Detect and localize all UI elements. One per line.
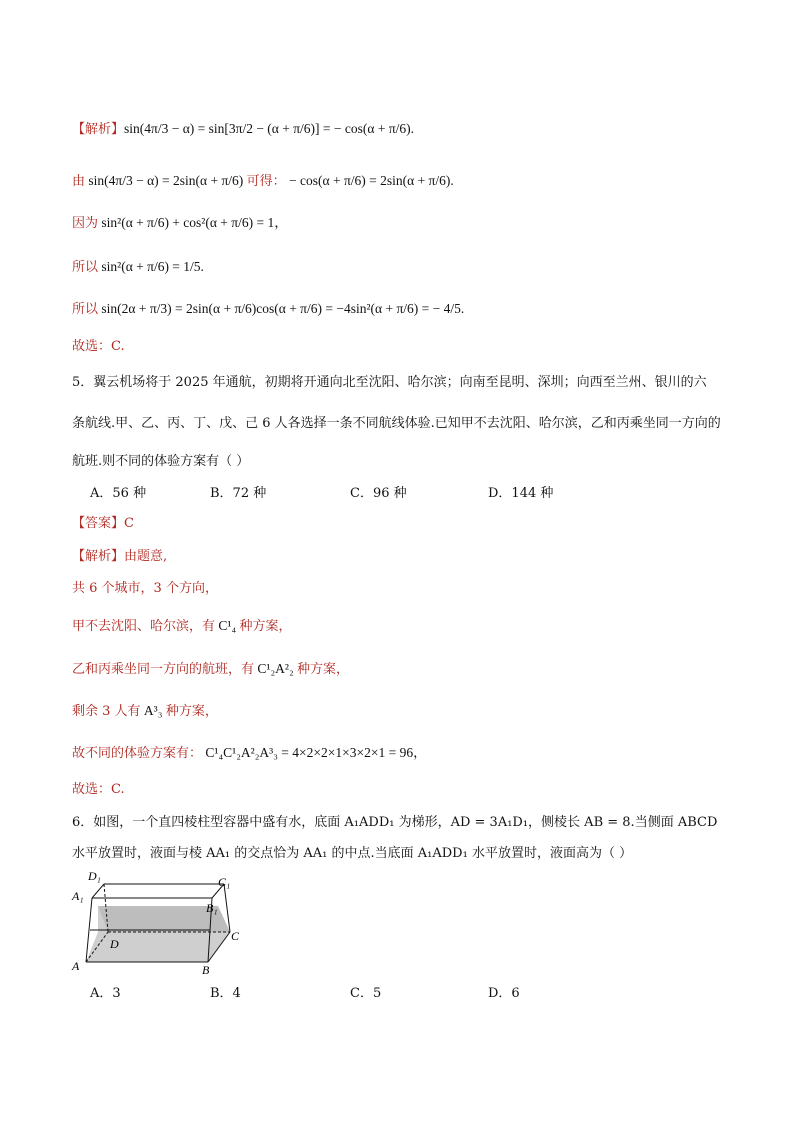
solution-line-3	[72, 212, 288, 235]
label-b1: B₁	[206, 901, 218, 915]
math-expression: C¹₄C¹₂A²₂A³₃ = 4×2×2×1×3×2×1 = 96，	[202, 745, 427, 760]
math-expression: − cos(α + π/6) = 2sin(α + π/6).	[285, 173, 454, 188]
math-expression: sin(4π/3 − α) = 2sin(α + π/6)	[85, 173, 247, 188]
solution-line-4	[72, 256, 204, 279]
label-b: B	[202, 963, 210, 977]
text-segment: 由	[72, 174, 86, 189]
label-a1: A₁	[72, 889, 84, 903]
q5-stem-line-1: 5．翼云机场将于 2025 年通航，初期将开通向北至沈阳、哈尔滨；向南至昆明、深圳；向西至兰州、银川的六	[72, 375, 707, 390]
text-segment: 甲不去沈阳、哈尔滨，有	[72, 619, 216, 634]
math-expression: sin(2α + π/3) = 2sin(α + π/6)cos(α + π/6) = −4sin²(α + π/6) = − 4/5.	[98, 301, 465, 316]
q5-answer	[72, 513, 134, 535]
text-segment: 因为	[72, 216, 99, 231]
q5-option-c: C．96 种	[350, 486, 407, 501]
label-c1: C₁	[218, 875, 231, 889]
q5-analysis-intro	[72, 546, 167, 568]
q6-option-d: D．6	[488, 986, 520, 1001]
solution-line-1	[72, 118, 414, 141]
q5-step-3	[72, 658, 349, 681]
answer-tag: 【答案】	[72, 516, 125, 531]
q6-option-c: C．5	[350, 986, 382, 1001]
q5-step-1: 共 6 个城市，3 个方向，	[72, 581, 218, 596]
label-c: C	[231, 929, 240, 943]
text-segment: 故不同的体验方案有：	[72, 746, 203, 761]
q5-step-4	[72, 700, 218, 723]
text-segment: 所以	[72, 302, 99, 317]
math-expression: C¹₄	[215, 618, 240, 633]
text-segment: 种方案，	[165, 704, 218, 719]
edge-a1d1	[92, 884, 104, 898]
solution-line-2	[72, 170, 454, 193]
q5-step-2	[72, 615, 292, 638]
text-segment: 可得：	[246, 174, 286, 189]
q5-choice: 故选：C.	[72, 782, 125, 797]
q5-option-b: B．72 种	[210, 486, 267, 501]
text-segment: 所以	[72, 260, 99, 275]
q5-options	[90, 482, 610, 501]
text-segment: 剩余 3 人有	[72, 704, 141, 719]
label-a: A	[72, 959, 80, 973]
q6-option-b: B．4	[210, 986, 241, 1001]
text-segment: 种方案，	[297, 662, 350, 677]
q6-option-a: A．3	[90, 986, 121, 1001]
q5-option-d: D．144 种	[488, 486, 554, 501]
math-expression: A³₃	[140, 703, 166, 718]
text-segment: 乙和丙乘坐同一方向的航班，有	[72, 662, 255, 677]
q5-stem-line-3: 航班.则不同的体验方案有（ ）	[72, 454, 250, 469]
math-expression: sin²(α + π/6) + cos²(α + π/6) = 1，	[98, 215, 288, 230]
prism-figure	[68, 868, 258, 978]
label-d: D	[110, 937, 119, 951]
answer-value: C	[124, 516, 134, 531]
q5-option-a: A．56 种	[90, 486, 147, 501]
label-d1: D₁	[88, 869, 101, 883]
math-expression: sin²(α + π/6) = 1/5.	[98, 259, 204, 274]
q5-step-5	[72, 742, 427, 765]
q6-stem-line-1: 6．如图，一个直四棱柱型容器中盛有水，底面 A₁ADD₁ 为梯形，AD = 3A₁D₁，侧棱长 AB = 8.当侧面 ABCD	[72, 815, 718, 830]
analysis-tag: 【解析】	[72, 549, 125, 564]
text-segment: 种方案，	[239, 619, 292, 634]
q6-options	[90, 982, 610, 1001]
solution-choice: 故选：C.	[72, 339, 125, 354]
q5-stem-line-2: 条航线.甲、乙、丙、丁、戊、己 6 人各选择一条不同航线体验.已知甲不去沈阳、哈尔滨，乙和丙乘坐同一方向的	[72, 416, 721, 431]
solution-line-5	[72, 298, 464, 321]
math-expression: sin(4π/3 − α) = sin[3π/2 − (α + π/6)] = − cos(α + π/6).	[124, 121, 415, 136]
math-expression: C¹₂A²₂	[254, 661, 298, 676]
analysis-tag: 【解析】	[72, 122, 125, 137]
q6-stem-line-2: 水平放置时，液面与棱 AA₁ 的交点恰为 AA₁ 的中点.当底面 A₁ADD₁ 水平放置时，液面高为（ ）	[72, 846, 633, 861]
text-segment: 由题意,	[124, 549, 168, 564]
